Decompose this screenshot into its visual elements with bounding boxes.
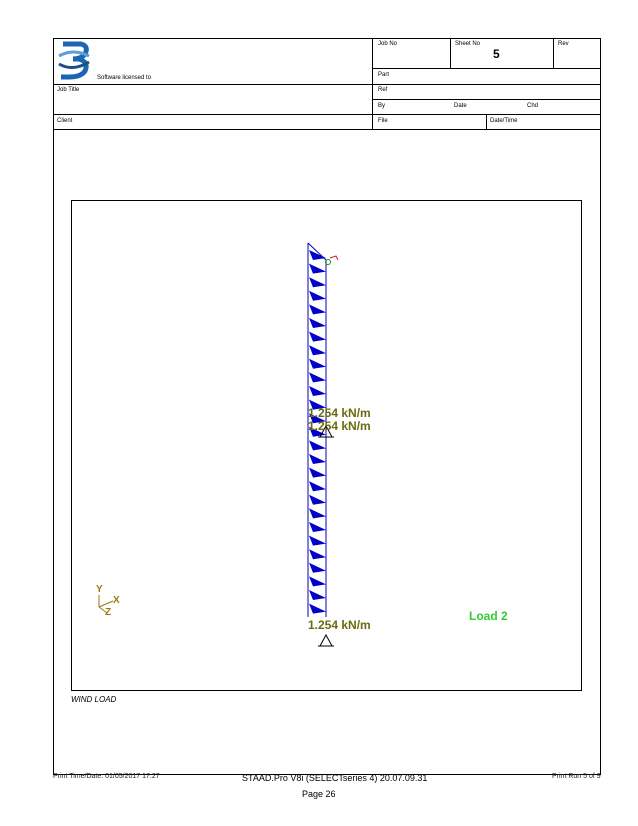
job-no-label: Job No [378, 41, 398, 47]
load-label: 1.254 kN/m [308, 406, 371, 420]
part-label: Part [378, 72, 390, 78]
axis-x-label: X [113, 595, 120, 606]
load-arrow [309, 536, 326, 546]
job-title-label: Job Title [57, 87, 80, 93]
load-arrow [309, 304, 326, 314]
drawing-caption: WIND LOAD [71, 695, 117, 704]
load-arrow [309, 454, 326, 464]
load-arrow [309, 318, 326, 328]
by-label: By [378, 103, 386, 109]
load-arrow [309, 549, 326, 559]
load-arrow [309, 495, 326, 505]
date-label: Date [454, 103, 467, 109]
load-arrow [309, 576, 326, 586]
node-marker [330, 256, 338, 260]
axis-y-label: Y [96, 584, 103, 595]
support-icon [320, 635, 332, 646]
load-arrow [309, 522, 326, 532]
load-label: 1.254 kN/m [308, 419, 371, 433]
software-licensed-label: Software licensed to [97, 75, 152, 81]
print-run: Print Run 5 of 9 [552, 773, 601, 780]
program-version: STAAD.Pro V8i (SELECTseries 4) 20.07.09.31 [242, 773, 428, 783]
client-label: Client [57, 118, 73, 124]
rev-label: Rev [558, 41, 569, 47]
load-arrow [309, 468, 326, 478]
load-arrow [309, 345, 326, 355]
load-arrow [309, 386, 326, 396]
chd-label: Chd [527, 103, 539, 109]
ref-label: Ref [378, 87, 388, 93]
load-arrow [309, 508, 326, 518]
load-arrow [309, 291, 326, 301]
load-arrow [309, 332, 326, 342]
load-arrow [309, 604, 326, 614]
load-arrow [309, 481, 326, 491]
load-label: 1.254 kN/m [308, 618, 371, 632]
load-case-label: Load 2 [469, 609, 508, 623]
load-arrow [309, 563, 326, 573]
load-arrow [309, 359, 326, 369]
sheet-no-label: Sheet No [455, 41, 481, 47]
axis-z-label: Z [105, 607, 112, 618]
load-arrow [309, 264, 326, 274]
load-arrow [309, 372, 326, 382]
page-number: Page 26 [302, 789, 336, 799]
sheet-no-value: 5 [493, 47, 500, 61]
load-arrow [309, 590, 326, 600]
load-arrow [309, 440, 326, 450]
file-label: File [378, 118, 388, 124]
print-time: Print Time/Date: 01/05/2017 17:27 [53, 773, 160, 780]
datetime-label: Date/Time [490, 118, 518, 124]
load-arrow [309, 277, 326, 287]
